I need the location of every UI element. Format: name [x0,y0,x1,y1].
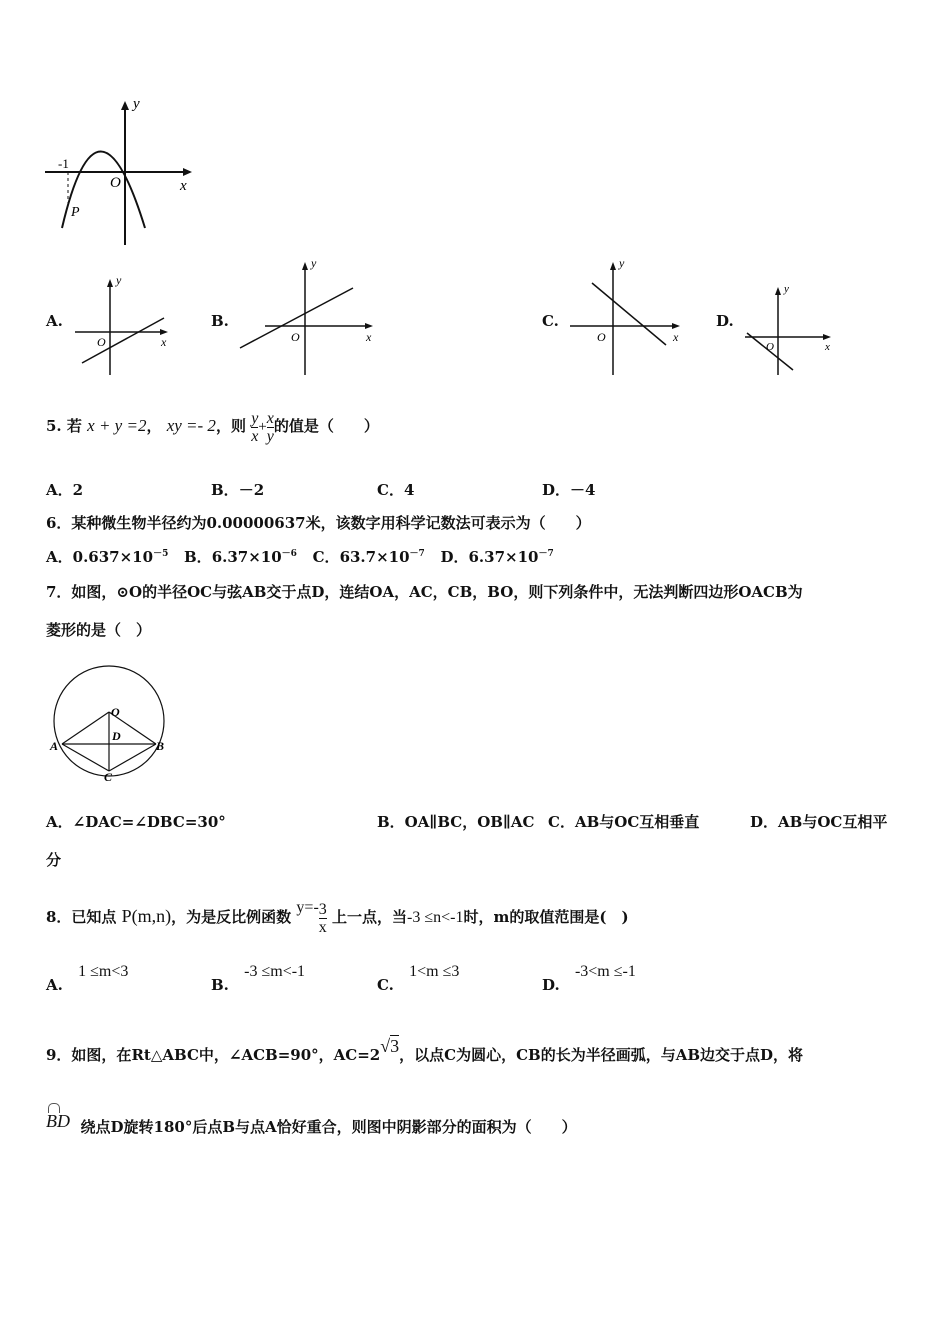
fig-a: A [50,739,59,753]
arc-mark-icon [48,1103,60,1113]
q5-option-a[interactable]: A．2 [46,481,84,499]
q4b-x: x [366,330,372,344]
q5-equation-1: x + y =2 [87,416,147,435]
q4-option-d-graph[interactable] [740,280,840,380]
q4a-y: y [116,273,122,287]
q7-option-a[interactable]: A．∠DAC=∠DBC=30° [46,813,226,831]
q8-condition: -3 ≤n<-1 [407,909,464,926]
q8-function-prefix: y=- [296,899,319,916]
q9-text-1: 9．如图，在Rt△ABC中，∠ACB=90°，AC=2 [46,1046,381,1064]
q4-option-b-graph[interactable] [235,255,385,380]
q7-option-d-cont: 分 [46,851,62,869]
q5-sep: ， [146,417,162,435]
q5-text-1: 若 [66,417,82,435]
q4c-x: x [673,330,679,344]
q5-fraction-2: $\frac{x}{y}$ [266,409,274,445]
q7-option-c[interactable]: C．AB与OC互相垂直 [548,813,700,831]
q8-text-2: ，为是反比例函数 [171,908,292,926]
q4c-o: O [597,330,606,344]
q7-option-d[interactable]: D．AB与OC互相平 [750,813,888,831]
circle-figure [45,660,175,785]
q4a-x: x [161,335,167,349]
q6-option-b[interactable]: B．$6.37\times 10^{-6}$ [184,548,297,566]
q8-text-1: 8．已知点 [46,908,117,926]
q4-option-c-graph[interactable] [565,255,695,380]
x-axis-label: x [180,178,187,194]
q4b-o: O [291,330,300,344]
q5-text-3: 的值是（ ） [273,417,379,435]
q4-option-a-graph[interactable] [70,270,180,380]
q5-option-d[interactable]: D．－4 [542,481,596,499]
q8-text-4: 时，m的取值范围是( ) [463,908,629,926]
q4-option-b-label[interactable]: B. [211,312,229,330]
q4c-y: y [619,256,625,270]
q8-stem [46,882,629,944]
q9-sqrt: √3 [380,1036,400,1056]
q9-arc-bd: BD [46,1111,75,1131]
q4-option-c-label[interactable]: C. [542,312,559,330]
q7-stem-line2: 菱形的是（ ） [46,621,152,639]
q6-stem: 6．某种微生物半径约为0.00000637米，该数字用科学记数法可表示为（ ） [46,514,591,532]
fig-c: C [104,770,113,784]
q5-equation-2: xy =- 2 [166,416,216,435]
q9-text-2: ，以点C为圆心，CB的长为半径画弧，与AB边交于点D，将 [399,1046,804,1064]
parabola-graph [40,95,200,250]
q5-option-b[interactable]: B．－2 [211,481,265,499]
q4-option-a-label[interactable]: A. [46,312,63,330]
q4a-o: O [97,335,106,349]
q7-option-b[interactable]: B．OA∥BC，OB∥AC [377,813,535,831]
q8-option-b[interactable]: B. -3 ≤m<-1 [211,963,306,994]
y-axis-label: y [133,96,140,112]
q4b-y: y [311,256,317,270]
q5-text-2: ，则 [215,417,246,435]
q6-option-a[interactable]: A．$0.637\times 10^{-5}$ [46,548,169,566]
q4d-x: x [825,341,830,353]
tick-label: -1 [58,156,69,171]
q5-option-c[interactable]: C．4 [377,481,415,499]
q8-option-a[interactable]: A. 1 ≤m<3 [46,963,129,994]
q8-point: P(m,n) [121,906,172,926]
q4d-y: y [784,283,789,295]
q6-option-c[interactable]: C．$63.7\times 10^{-7}$ [312,548,425,566]
q5-plus: + [258,419,267,435]
q4-option-d-label[interactable]: D. [716,312,734,330]
q4d-o: O [766,341,774,353]
q9-stem-line2 [46,1103,577,1145]
q8-option-c[interactable]: C. 1<m ≤3 [377,963,460,994]
q9-stem-line1 [46,1024,803,1077]
q5-stem [46,398,379,455]
q6-option-d[interactable]: D．$6.37\times 10^{-7}$ [440,548,554,566]
fig-b: B [156,739,165,753]
q5-fraction-1: $\frac{y}{x}$ [251,409,259,445]
q8-function-fraction: $\frac{3}{x}$ [318,900,327,936]
q5-number: 5. [46,417,62,435]
fig-d: D [112,729,121,743]
q7-stem-line1: 7．如图，⊙O的半径OC与弦AB交于点D，连结OA，AC，CB，BO，则下列条件中，无法判断四边形OACB为 [46,583,803,601]
q9-text-3: 绕点D旋转180°后点B与点A恰好重合，则图中阴影部分的面积为（ ） [80,1118,577,1136]
q6-options [46,546,554,567]
q8-text-3: 上一点，当 [332,908,408,926]
point-p-label: P [71,205,80,220]
fig-o: O [111,705,120,719]
q8-option-d[interactable]: D. -3<m ≤-1 [542,963,636,994]
origin-label: O [110,175,121,191]
